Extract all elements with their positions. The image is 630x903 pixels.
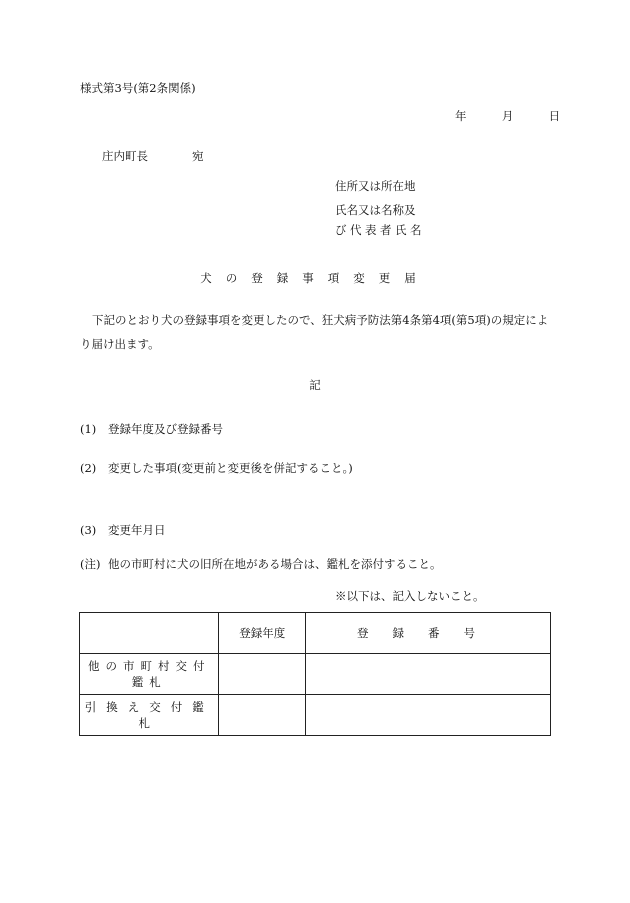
registration-table (79, 612, 551, 736)
table-header-number: 登録番号 (306, 613, 551, 654)
ki-heading: 記 (309, 378, 321, 392)
date-day-label: 日 (548, 109, 561, 123)
note (80, 556, 442, 572)
table-row (80, 654, 551, 695)
item-change-date (80, 522, 166, 538)
table-header-row (80, 613, 551, 654)
cell-number (306, 695, 551, 736)
date-line (455, 108, 560, 124)
table-header-empty (80, 613, 219, 654)
note-label: (注) (80, 557, 101, 571)
remark: ※以下は、記入しないこと。 (335, 589, 485, 603)
item-text: 変更した事項(変更前と変更後を併記すること。) (108, 461, 353, 475)
date-year-label: 年 (455, 109, 467, 123)
item-number: (1) (80, 422, 97, 436)
item-registration (80, 421, 223, 437)
applicant-name-label-line2: び代表者氏名 (335, 223, 425, 237)
note-text: 他の市町村に犬の旧所在地がある場合は、鑑札を添付すること。 (108, 557, 442, 571)
row-label-exchange: 引換え交付鑑札 (80, 695, 219, 736)
table-header-year: 登録年度 (219, 613, 306, 654)
document-title: 犬の登録事項変更届 (200, 271, 430, 285)
item-number: (3) (80, 523, 97, 537)
date-month-label: 月 (501, 109, 514, 123)
addressee (102, 148, 204, 164)
body-text: 下記のとおり犬の登録事項を変更したので、狂犬病予防法第4条第4項(第5項)の規定により届け出ます。 (80, 313, 549, 351)
addressee-name: 庄内町長 (102, 149, 148, 163)
cell-number (306, 654, 551, 695)
item-text: 登録年度及び登録番号 (108, 422, 223, 436)
item-number: (2) (80, 461, 97, 475)
applicant-address-label: 住所又は所在地 (335, 179, 416, 193)
form-number: 様式第3号(第2条関係) (80, 81, 196, 95)
row-label-other-municipality: 他の市町村交付鑑札 (80, 654, 219, 695)
item-changed-matters (80, 460, 353, 476)
table-row (80, 695, 551, 736)
item-text: 変更年月日 (108, 523, 166, 537)
addressee-honorific: 宛 (192, 149, 204, 163)
applicant-name-label-line1: 氏名又は名称及 (335, 203, 416, 217)
cell-year (219, 654, 306, 695)
cell-year (219, 695, 306, 736)
